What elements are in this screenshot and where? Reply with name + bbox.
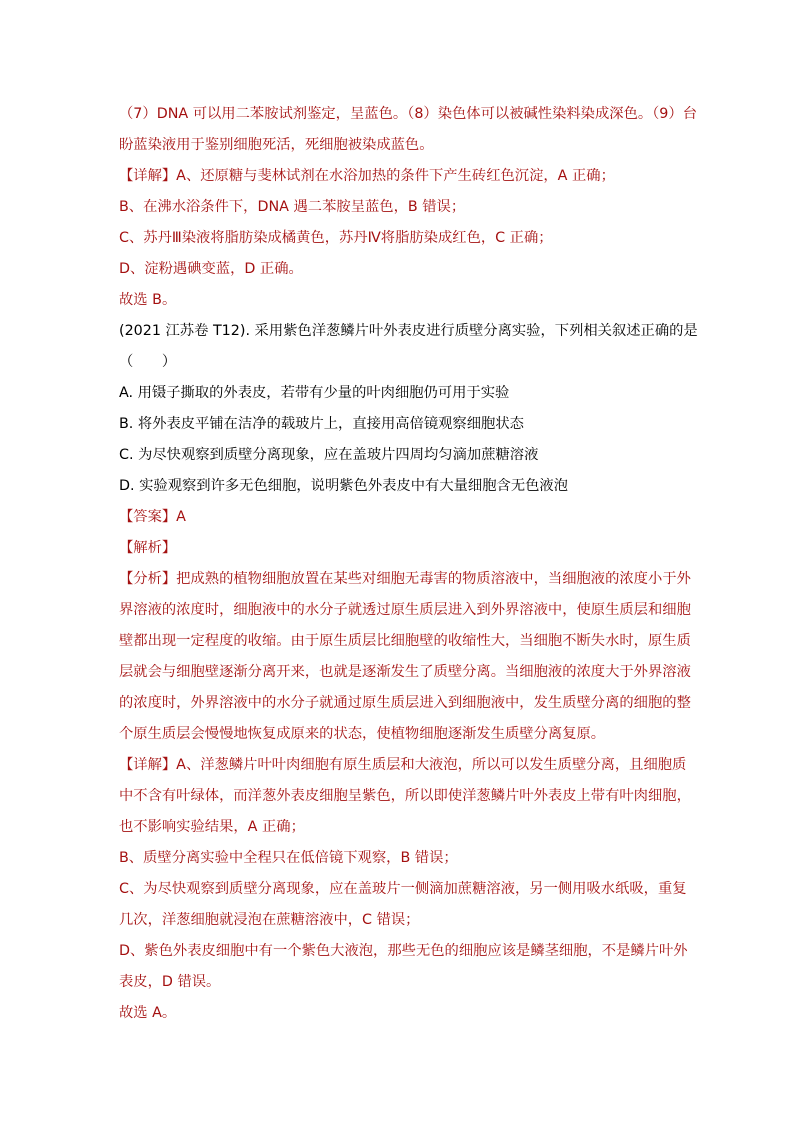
- text-line: 故选 A。: [119, 1005, 177, 1021]
- text-line: D、淀粉遇碘变蓝，D 正确。: [119, 261, 303, 277]
- text-line: 的浓度时，外界溶液中的水分子就通过原生质层进入到细胞液中，发生质壁分离的细胞的整: [119, 695, 691, 711]
- text-line: 个原生质层会慢慢地恢复成原来的状态，使植物细胞逐渐发生质壁分离复原。: [119, 726, 606, 742]
- text-line: 盼蓝染液用于鉴别细胞死活，死细胞被染成蓝色。: [119, 137, 434, 153]
- text-line: 故选 B。: [119, 292, 177, 308]
- text-line: 壁都出现一定程度的收缩。由于原生质层比细胞壁的收缩性大，当细胞不断失水时，原生质: [119, 633, 691, 649]
- text-line: B、质壁分离实验中全程只在低倍镜下观察，B 错误；: [119, 850, 458, 866]
- text-line: 也不影响实验结果，A 正确；: [119, 819, 305, 835]
- text-line: 中不含有叶绿体，而洋葱外表皮细胞呈紫色，所以即使洋葱鳞片叶外表皮上带有叶肉细胞，: [119, 788, 691, 804]
- text-line: 界溶液的浓度时，细胞液中的水分子就透过原生质层进入到外界溶液中，使原生质层和细胞: [119, 602, 691, 618]
- answer-label: 【答案】A: [119, 509, 186, 525]
- text-line: 【详解】A、洋葱鳞片叶叶肉细胞有原生质层和大液泡，所以可以发生质壁分离，且细胞质: [119, 757, 687, 773]
- option-d: D. 实验观察到许多无色细胞，说明紫色外表皮中有大量细胞含无色液泡: [119, 478, 569, 494]
- question-stem: (2021 江苏卷 T12). 采用紫色洋葱鳞片叶外表皮进行质壁分离实验，下列相关叙述正确的是: [119, 323, 698, 339]
- text-line: 几次，洋葱细胞就浸泡在蔗糖溶液中，C 错误；: [119, 912, 420, 928]
- text-line: 层就会与细胞壁逐渐分离开来，也就是逐渐发生了质壁分离。当细胞液的浓度大于外界溶液: [119, 664, 691, 680]
- text-line: C、为尽快观察到质壁分离现象，应在盖玻片一侧滴加蔗糖溶液，另一侧用吸水纸吸，重复: [119, 881, 687, 897]
- text-line: 表皮，D 错误。: [119, 974, 221, 990]
- answer-blank: （ ）: [119, 354, 177, 370]
- text-line: 【详解】A、还原糖与斐林试剂在水浴加热的条件下产生砖红色沉淀，A 正确；: [119, 168, 615, 184]
- text-line: C、苏丹Ⅲ染液将脂肪染成橘黄色，苏丹Ⅳ将脂肪染成红色，C 正确；: [119, 230, 553, 246]
- text-line: D、紫色外表皮细胞中有一个紫色大液泡，那些无色的细胞应该是鳞茎细胞，不是鳞片叶外: [119, 943, 688, 959]
- option-b: B. 将外表皮平铺在洁净的载玻片上，直接用高倍镜观察细胞状态: [119, 416, 524, 432]
- option-a: A. 用镊子撕取的外表皮，若带有少量的叶肉细胞仍可用于实验: [119, 385, 510, 401]
- text-line: 【分析】把成熟的植物细胞放置在某些对细胞无毒害的物质溶液中，当细胞液的浓度小于外: [119, 571, 691, 587]
- text-line: B、在沸水浴条件下，DNA 遇二苯胺呈蓝色，B 错误；: [119, 199, 466, 215]
- option-c: C. 为尽快观察到质壁分离现象，应在盖玻片四周均匀滴加蔗糖溶液: [119, 447, 539, 463]
- analysis-heading: 【解析】: [119, 540, 177, 556]
- text-line: （7）DNA 可以用二苯胺试剂鉴定，呈蓝色。（8）染色体可以被碱性染料染成深色。（9）台: [119, 106, 697, 122]
